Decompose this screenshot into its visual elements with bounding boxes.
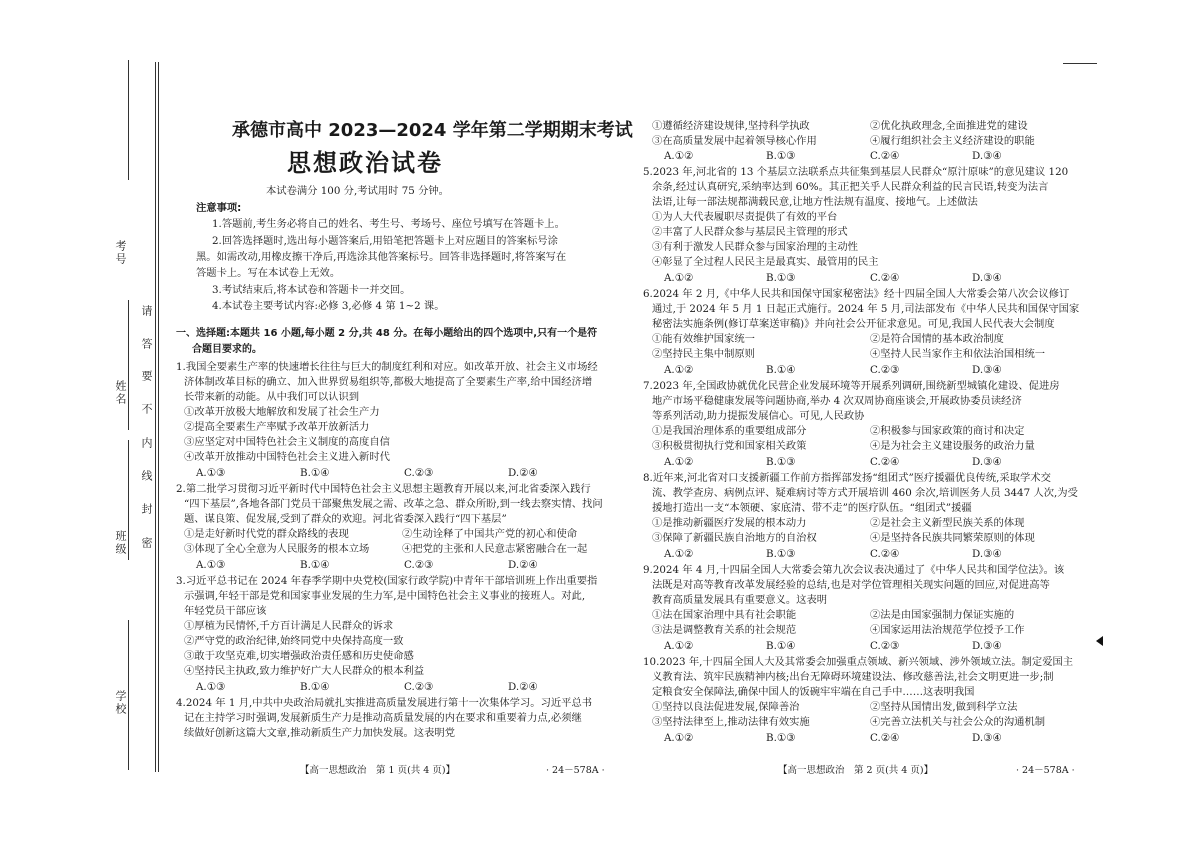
q1-statement: ①改革开放极大地解放和发展了社会生产力 — [184, 406, 380, 418]
binding-line-outer — [155, 62, 156, 772]
q1-statement: ③应坚定对中国特色社会主义制度的高度自信 — [184, 436, 390, 448]
section-heading: 合题目要求的。 — [192, 344, 262, 355]
q5-stem: 余条,经过认真研究,采纳率达到 60%。其正把关乎人民群众利益的民言民语,转变为法言 — [652, 181, 1049, 193]
q7-statement: ①是我国治理体系的重要组成部分 — [652, 425, 807, 437]
q5-option: A.①② — [664, 272, 694, 284]
q2-statement: ④把党的主张和人民意志紧密融合在一起 — [402, 543, 588, 555]
q7-option: A.①② — [664, 456, 694, 468]
q1-option: A.①③ — [196, 467, 226, 479]
q4-statement: ①遵循经济建设规律,坚持科学执政 — [652, 120, 810, 132]
q7-stem: 等系列活动,助力提振发展信心。可见,人民政协 — [652, 410, 865, 422]
exam-subtitle: 思想政治试卷 — [287, 149, 443, 177]
q9-stem: 法既是对高等教育改革发展经验的总结,也是对学位管理相关现实问题的回应,对促进高等 — [652, 579, 1050, 591]
q7-stem: 7.2023 年,全国政协就优化民营企业发展环境等开展系列调研,围绕新型城镇化建设、促进房 — [643, 380, 1060, 392]
q3-option: B.①④ — [300, 681, 330, 693]
binding-underline — [128, 620, 129, 770]
exam-info: 本试卷满分 100 分,考试用时 75 分钟。 — [266, 185, 449, 197]
section-heading: 一、选择题:本题共 16 小题,每小题 2 分,共 48 分。在每小题给出的四个选项中,只有一个是符 — [176, 328, 598, 339]
q4-option: A.①② — [664, 150, 694, 162]
notice-line: 4.本试卷主要考试内容:必修 3,必修 4 第 1~2 课。 — [212, 300, 445, 312]
notice-line: 2.回答选择题时,选出每小题答案后,用铅笔把答题卡上对应题目的答案标号涂 — [212, 235, 558, 247]
q1-stem: 长带来新的动能。从中我们可以认识到 — [184, 391, 360, 403]
seal-char: 密 — [140, 537, 153, 550]
q10-statement: ①坚持以良法促进发展,保障善治 — [652, 701, 800, 713]
exam-title: 承德市高中 2023—2024 学年第二学期期末考试 — [232, 120, 633, 141]
q1-stem: 济体制改革目标的确立、加入世界贸易组织等,都极大地提高了全要素生产率,给中国经济增 — [184, 376, 593, 388]
q9-stem: 9.2024 年 4 月,十四届全国人大常委会第九次会议表决通过了《中华人民共和国学位法》。该 — [643, 564, 1065, 576]
binding-underline — [128, 440, 129, 560]
q1-stem: 1.我国全要素生产率的快速增长往往与巨大的制度红利和对应。如改革开放、社会主义市场经 — [176, 361, 598, 373]
q7-statement: ④是为社会主义建设服务的政治力量 — [870, 440, 1035, 452]
q2-statement: ③体现了全心全意为人民服务的根本立场 — [184, 543, 370, 555]
q5-statement: ④彰显了全过程人民民主是最真实、最管用的民主 — [652, 256, 879, 268]
binding-underline — [128, 60, 129, 180]
q8-option: A.①② — [664, 548, 694, 560]
q2-option: D.②④ — [508, 559, 538, 571]
q4-statement: ③在高质量发展中起着领导核心作用 — [652, 135, 817, 147]
binding-label-name: 姓名 — [114, 380, 127, 406]
q1-option: D.②④ — [508, 467, 538, 479]
q8-option: C.②④ — [870, 548, 900, 560]
q5-statement: ①为人大代表履职尽责提供了有效的平台 — [652, 211, 838, 223]
q8-statement: ②是社会主义新型民族关系的体现 — [870, 517, 1025, 529]
q6-stem: 秘密法实施条例(修订草案送审稿)》并向社会公开征求意见。可见,我国人民代表大会制度 — [652, 318, 1055, 330]
q9-option: B.①④ — [766, 640, 796, 652]
notice-line: 答题卡上。写在本试卷上无效。 — [196, 267, 341, 279]
q9-option: A.①② — [664, 640, 694, 652]
q4-statement: ②优化执政理念,全面推进党的建设 — [870, 120, 1028, 132]
q6-option: A.①② — [664, 364, 694, 376]
q2-stem: 2.第二批学习贯彻习近平新时代中国特色社会主义思想主题教育开展以来,河北省委深入践行 — [176, 483, 591, 495]
q1-statement: ②提高全要素生产率赋予改革开放新活力 — [184, 421, 370, 433]
q3-option: C.②③ — [404, 681, 434, 693]
q10-option: B.①③ — [766, 732, 796, 744]
q8-statement: ③保障了新疆民族自治地方的自治权 — [652, 532, 817, 544]
q2-option: B.①④ — [300, 559, 330, 571]
q7-stem: 地产市场平稳健康发展等问题协商,举办 4 次双周协商座谈会,开展政协委员读经济 — [652, 395, 1022, 407]
q3-stem: 示强调,年轻干部是党和国家事业发展的生力军,是中国特色社会主义事业的接班人。对此, — [184, 590, 586, 602]
page1-code: · 24－578A · — [546, 765, 605, 776]
q2-statement: ②生动诠释了中国共产党的初心和使命 — [402, 528, 578, 540]
q9-statement: ④国家运用法治规范学位授予工作 — [870, 624, 1025, 636]
q9-option: D.③④ — [972, 640, 1002, 652]
q2-stem: 题、谋良策、促发展,受到了群众的欢迎。河北省委深入践行“四下基层” — [184, 513, 507, 525]
binding-label-school: 学校 — [114, 690, 127, 716]
q2-stem: “四下基层”,各地各部门党员干部聚焦发展之需、改革之急、群众所盼,到一线去察实情、找问 — [184, 498, 603, 510]
notice-heading: 注意事项: — [196, 202, 242, 214]
page2-footer: 【高一思想政治 第 2 页(共 4 页)】 — [778, 765, 934, 776]
q3-statement: ④坚持民主执政,致力维护好广大人民群众的根本利益 — [184, 665, 425, 677]
q3-statement: ③敢于攻坚克难,切实增强政治责任感和历史使命感 — [184, 650, 414, 662]
q4-option: C.②④ — [870, 150, 900, 162]
seal-char: 内 — [140, 437, 153, 450]
q1-option: B.①④ — [300, 467, 330, 479]
q8-stem: 援地打造出一支“本领硬、家底清、带不走”的医疗队伍。“组团式”援疆 — [652, 502, 972, 514]
q7-statement: ②积极参与国家政策的商讨和决定 — [870, 425, 1025, 437]
page2-code: · 24－578A · — [1016, 765, 1075, 776]
q6-option: B.①④ — [766, 364, 796, 376]
q8-statement: ①是推动新疆医疗发展的根本动力 — [652, 517, 807, 529]
q8-stem: 流、教学查房、病例点评、疑难病讨等方式开展培训 460 余次,培训医务人员 3447 人次,为受 — [652, 487, 1078, 499]
q9-stem: 教育高质量发展具有重要意义。这表明 — [652, 594, 828, 606]
q2-option: A.①③ — [196, 559, 226, 571]
q10-option: A.①② — [664, 732, 694, 744]
q9-statement: ②法是由国家强制力保证实施的 — [870, 609, 1015, 621]
q10-stem: 10.2023 年,十四届全国人大及其常委会加强重点领域、新兴领域、涉外领域立法。制定爱国主 — [643, 656, 1074, 668]
binding-label-exam-number: 考号 — [114, 240, 127, 266]
binding-line-inner — [158, 62, 159, 772]
q5-stem: 5.2023 年,河北省的 13 个基层立法联系点共征集到基层人民群众“原汁原味”的意见建议 120 — [643, 166, 1069, 178]
page-marker-icon — [1096, 636, 1103, 646]
q6-statement: ②是符合国情的基本政治制度 — [870, 333, 1004, 345]
notice-line: 1.答题前,考生务必将自己的姓名、考生号、考场号、座位号填写在答题卡上。 — [212, 218, 565, 230]
q2-option: C.②③ — [404, 559, 434, 571]
notice-line: 3.考试结束后,将本试卷和答题卡一并交回。 — [212, 284, 411, 296]
q5-option: B.①③ — [766, 272, 796, 284]
q5-option: C.②④ — [870, 272, 900, 284]
page1-footer: 【高一思想政治 第 1 页(共 4 页)】 — [300, 765, 456, 776]
q10-statement: ②坚持从国情出发,做到科学立法 — [870, 701, 1018, 713]
q5-statement: ②丰富了人民群众参与基层民主管理的形式 — [652, 226, 848, 238]
q8-statement: ④是坚持各民族共同繁荣原则的体现 — [870, 532, 1035, 544]
q4-statement: ④履行组织社会主义经济建设的职能 — [870, 135, 1035, 147]
q8-option: B.①③ — [766, 548, 796, 560]
q6-statement: ②坚持民主集中制原则 — [652, 348, 755, 360]
q5-option: D.③④ — [972, 272, 1002, 284]
q6-stem: 通过,于 2024 年 5 月 1 日起正式施行。2024 年 5 月,司法部发布《中华人民共和国保守国家 — [652, 303, 1080, 315]
binding-underline — [128, 300, 129, 430]
seal-char: 封 — [140, 503, 153, 516]
q3-option: D.②④ — [508, 681, 538, 693]
q10-statement: ④完善立法机关与社会公众的沟通机制 — [870, 716, 1046, 728]
q2-statement: ①是走好新时代党的群众路线的表现 — [184, 528, 349, 540]
q9-statement: ③法是调整教育关系的社会规范 — [652, 624, 797, 636]
seal-char: 答 — [140, 338, 153, 351]
q10-statement: ③坚持法律至上,推动法律有效实施 — [652, 716, 810, 728]
q6-statement: ①能有效维护国家统一 — [652, 333, 755, 345]
q9-option: C.②③ — [870, 640, 900, 652]
q7-statement: ③积极贯彻执行党和国家相关政策 — [652, 440, 807, 452]
seal-char: 要 — [140, 370, 153, 383]
seal-char: 请 — [140, 305, 153, 318]
q7-option: D.③④ — [972, 456, 1002, 468]
corner-mark — [1063, 63, 1097, 64]
q4-option: B.①③ — [766, 150, 796, 162]
q7-option: B.①③ — [766, 456, 796, 468]
q8-stem: 8.近年来,河北省对口支援新疆工作前方指挥部发扬“组团式”医疗援疆优良传统,采取学术交 — [643, 472, 1051, 484]
q7-option: C.②④ — [870, 456, 900, 468]
q3-statement: ②严守党的政治纪律,始终同党中央保持高度一致 — [184, 635, 404, 647]
q1-statement: ④改革开放推动中国特色社会主义进入新时代 — [184, 451, 390, 463]
q10-option: D.③④ — [972, 732, 1002, 744]
q6-stem: 6.2024 年 2 月,《中华人民共和国保守国家秘密法》经十四届全国人大常委会第八次会议修订 — [643, 288, 1070, 300]
q10-stem: 义教育法、筑牢民族精神内核;出台无障碍环境建设法、修改慈善法,社会文明更进一步;制 — [652, 671, 1054, 683]
seal-char: 不 — [140, 403, 153, 416]
q1-option: C.②③ — [404, 467, 434, 479]
q6-option: D.③④ — [972, 364, 1002, 376]
seal-char: 线 — [140, 470, 153, 483]
q3-option: A.①③ — [196, 681, 226, 693]
q10-option: C.②④ — [870, 732, 900, 744]
q5-statement: ③有利于激发人民群众参与国家治理的主动性 — [652, 241, 858, 253]
q4-stem: 记在主持学习时强调,发展新质生产力是推动高质量发展的内在要求和重要着力点,必须继 — [184, 712, 582, 724]
q3-statement: ①厚植为民情怀,千方百计满足人民群众的诉求 — [184, 620, 394, 632]
q9-statement: ①法在国家治理中具有社会职能 — [652, 609, 797, 621]
q4-option: D.③④ — [972, 150, 1002, 162]
q3-stem: 年轻党员干部应该 — [184, 605, 267, 617]
q6-statement: ④坚持人民当家作主和依法治国相统一 — [870, 348, 1046, 360]
q3-stem: 3.习近平总书记在 2024 年春季学期中央党校(国家行政学院)中青年干部培训班上作出重要指 — [176, 575, 598, 587]
q10-stem: 定粮食安全保障法,确保中国人的饭碗牢牢端在自己手中……这表明我国 — [652, 686, 975, 698]
binding-label-class: 班级 — [114, 530, 127, 556]
q6-option: C.②③ — [870, 364, 900, 376]
q4-stem: 4.2024 年 1 月,中共中央政治局就扎实推进高质量发展进行第十一次集体学习。习近平总书 — [176, 697, 593, 709]
q8-option: D.③④ — [972, 548, 1002, 560]
q5-stem: 法语,让每一部法规都满载民意,让地方性法规有温度、接地气。上述做法 — [652, 196, 978, 208]
q4-stem: 续做好创新这篇大文章,推动新质生产力加快发展。这表明党 — [184, 727, 455, 739]
notice-line: 黑。如需改动,用橡皮擦干净后,再选涂其他答案标号。回答非选择题时,将答案写在 — [196, 251, 567, 263]
